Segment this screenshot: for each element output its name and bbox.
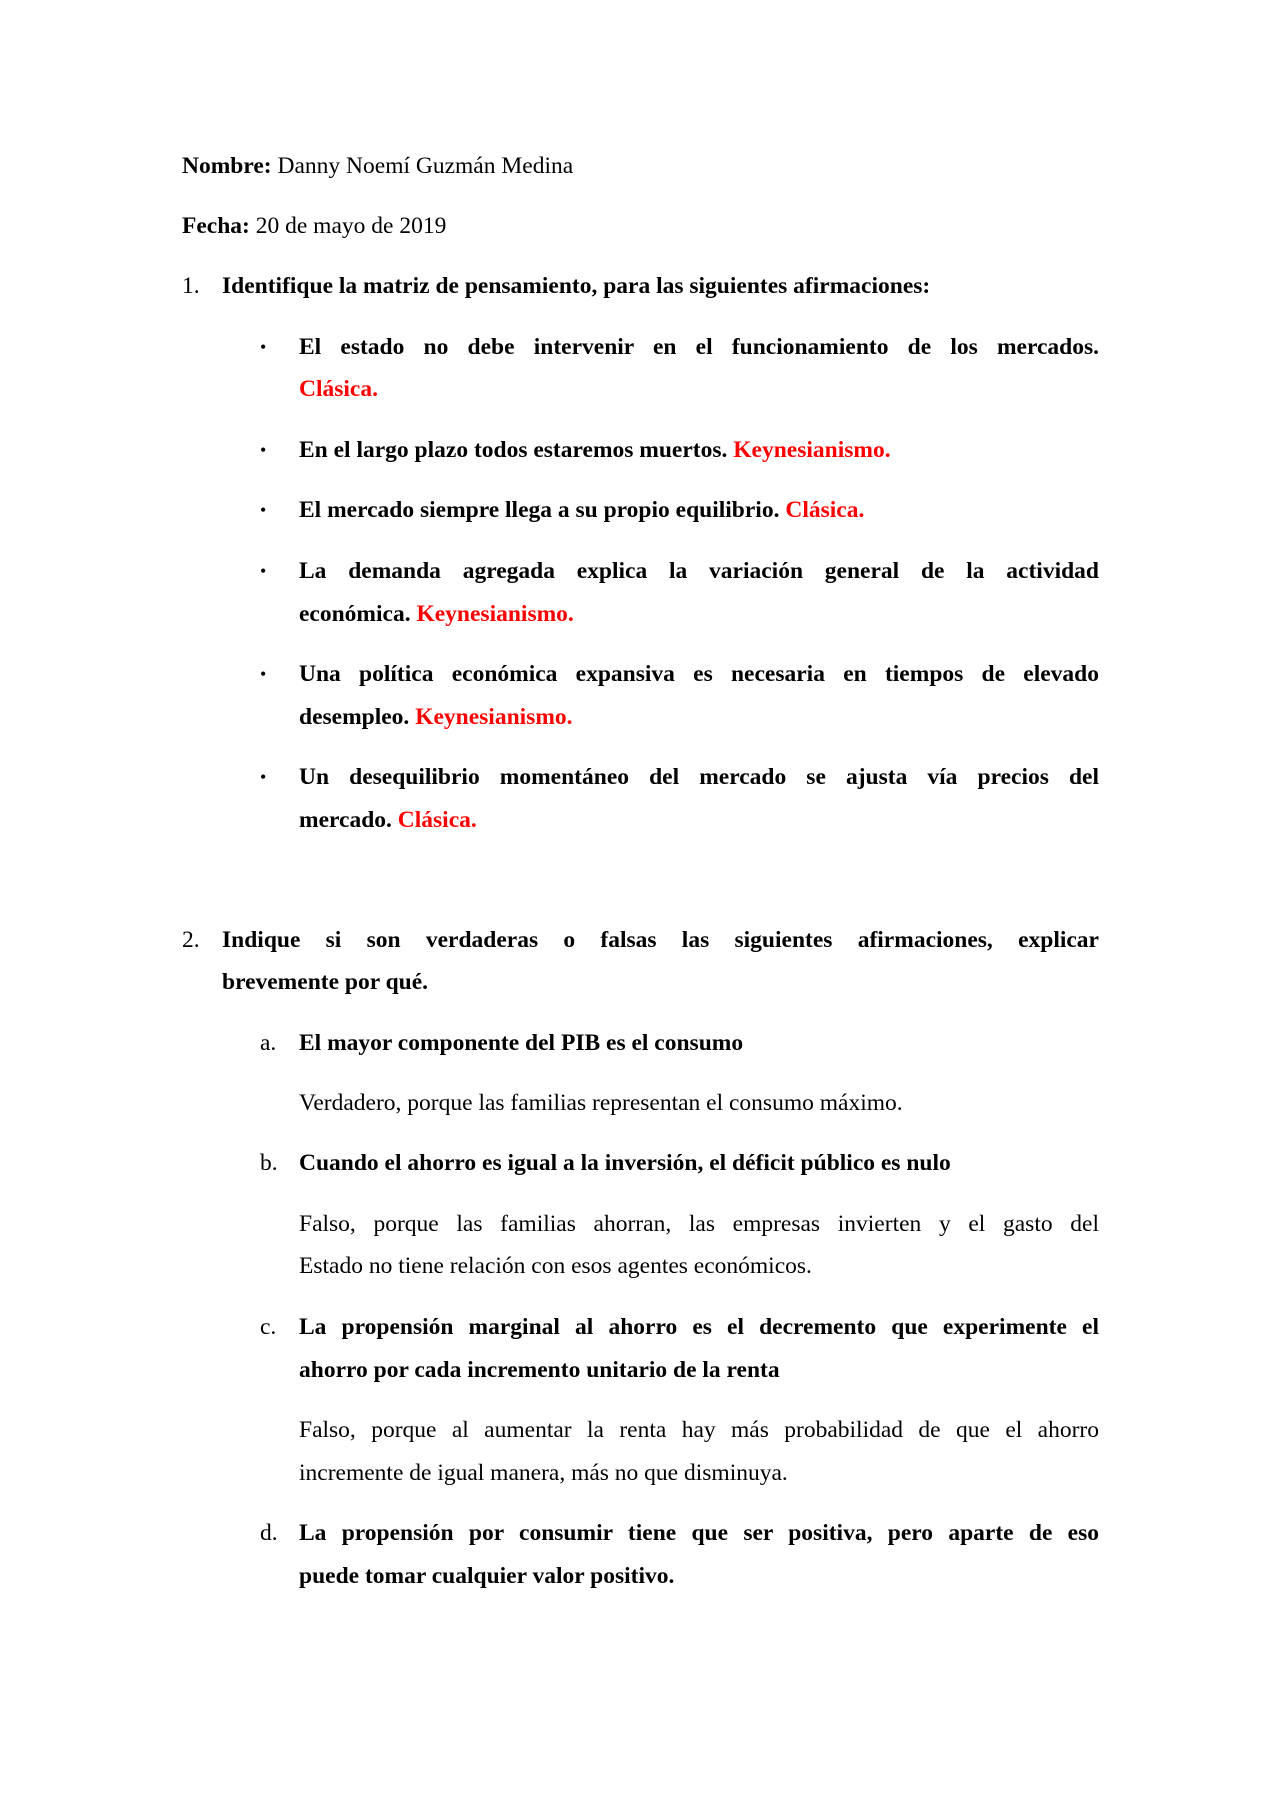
section1-number: 1.	[182, 273, 200, 299]
statement-3	[299, 495, 864, 525]
bullet-marker: •	[260, 440, 267, 460]
statement-4-text: económica.	[299, 601, 417, 627]
statement-3-text: El mercado siempre llega a su propio equilibrio.	[299, 497, 786, 523]
bullet-marker: •	[260, 767, 267, 787]
statement-5-answer: Keynesianismo.	[415, 704, 573, 730]
statement-6-text: mercado.	[299, 807, 398, 833]
statement-4-line2	[299, 599, 574, 629]
item-a-marker: a.	[260, 1030, 277, 1056]
date-line	[182, 211, 446, 241]
item-c-answer-line1: Falso, porque al aumentar la renta hay más probabilidad de que el ahorro	[299, 1417, 1099, 1443]
statement-2-answer: Keynesianismo.	[733, 437, 891, 463]
statement-6-line2	[299, 805, 477, 835]
item-d-question-line1: La propensión por consumir tiene que ser positiva, pero aparte de eso	[299, 1520, 1099, 1546]
section2-number: 2.	[182, 927, 200, 953]
item-b-answer-line2: Estado no tiene relación con esos agentes económicos.	[299, 1253, 812, 1279]
statement-2-text: En el largo plazo todos estaremos muertos.	[299, 437, 734, 463]
item-b-marker: b.	[260, 1150, 278, 1176]
statement-5-line1: Una política económica expansiva es necesaria en tiempos de elevado	[299, 661, 1099, 687]
date-value: 20 de mayo de 2019	[249, 213, 447, 239]
section2-title-line2: brevemente por qué.	[222, 969, 429, 995]
item-a-answer: Verdadero, porque las familias representan el consumo máximo.	[299, 1090, 903, 1116]
statement-4-line1: La demanda agregada explica la variación general de la actividad	[299, 558, 1099, 584]
item-c-answer-line2: incremente de igual manera, más no que disminuya.	[299, 1460, 788, 1486]
statement-1-line1: El estado no debe intervenir en el funcionamiento de los mercados.	[299, 334, 1099, 360]
item-c-question-line1: La propensión marginal al ahorro es el decremento que experimente el	[299, 1314, 1099, 1340]
statement-6-answer: Clásica.	[397, 807, 477, 833]
statement-3-answer: Clásica.	[785, 497, 865, 523]
item-a-question: El mayor componente del PIB es el consumo	[299, 1030, 744, 1056]
section1-title: Identifique la matriz de pensamiento, para las siguientes afirmaciones:	[222, 273, 931, 299]
name-value: Danny Noemí Guzmán Medina	[271, 153, 574, 179]
bullet-marker: •	[260, 561, 267, 581]
statement-5-text: desempleo.	[299, 704, 416, 730]
name-label: Nombre:	[182, 153, 272, 179]
statement-4-answer: Keynesianismo.	[416, 601, 574, 627]
item-c-question-line2: ahorro por cada incremento unitario de la renta	[299, 1357, 780, 1383]
item-b-question: Cuando el ahorro es igual a la inversión, el déficit público es nulo	[299, 1150, 951, 1176]
section2-title-line1: Indique si son verdaderas o falsas las siguientes afirmaciones, explicar	[222, 927, 1099, 953]
statement-2	[299, 435, 891, 465]
date-label: Fecha:	[182, 213, 250, 239]
name-line	[182, 151, 573, 181]
bullet-marker: •	[260, 337, 267, 357]
bullet-marker: •	[260, 664, 267, 684]
item-c-marker: c.	[260, 1314, 277, 1340]
item-d-question-line2: puede tomar cualquier valor positivo.	[299, 1563, 675, 1589]
statement-6-line1: Un desequilibrio momentáneo del mercado se ajusta vía precios del	[299, 764, 1099, 790]
statement-5-line2	[299, 702, 573, 732]
item-b-answer-line1: Falso, porque las familias ahorran, las empresas invierten y el gasto del	[299, 1211, 1099, 1237]
statement-1-answer: Clásica.	[299, 376, 378, 402]
bullet-marker: •	[260, 500, 267, 520]
item-d-marker: d.	[260, 1520, 278, 1546]
